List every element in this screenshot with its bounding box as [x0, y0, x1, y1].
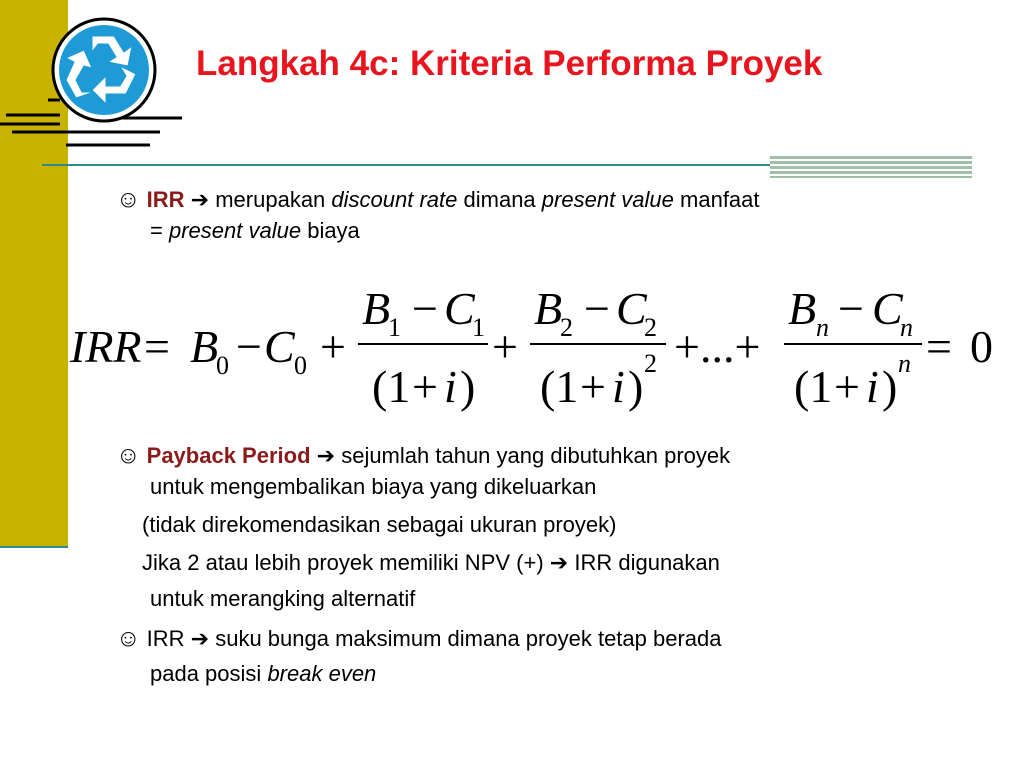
bullet-text: Jika 2 atau lebih proyek memiliki NPV (+) — [142, 550, 544, 575]
bullet-text: biaya — [307, 218, 360, 243]
t2-num-c-sub: 2 — [644, 313, 657, 342]
t1-den-close: ) — [460, 361, 476, 412]
t1-num-c-sub: 1 — [472, 313, 485, 342]
equals-sign: = — [150, 218, 163, 243]
bullet-text: dimana — [463, 187, 536, 212]
t2-num-c: C — [616, 283, 647, 334]
formula-b0-sub: 0 — [216, 351, 229, 380]
payback-note: (tidak direkomendasikan sebagai ukuran proyek) — [142, 512, 617, 537]
tn-num-minus: − — [838, 283, 864, 334]
t2-den-open: (1 — [540, 361, 579, 412]
t2-den-i: i — [612, 361, 625, 412]
t2-num-b-sub: 2 — [560, 313, 573, 342]
smiley-icon: ☺ — [116, 442, 141, 469]
bullet-text: sejumlah tahun yang dibutuhkan proyek — [341, 443, 731, 468]
formula-eq-rhs: = — [926, 321, 952, 372]
bullet-term: IRR — [146, 626, 185, 651]
formula-b0: B — [190, 321, 219, 372]
bullet-text: pada posisi — [150, 661, 262, 686]
smiley-icon: ☺ — [116, 625, 141, 652]
bullet-term: IRR — [146, 187, 185, 212]
bullet-irr — [116, 186, 760, 214]
bullet-italic: present value — [168, 218, 302, 243]
bullet-text: merupakan — [215, 187, 326, 212]
tn-den-i: i — [866, 361, 879, 412]
bullet-text: IRR digunakan — [574, 550, 720, 575]
formula-minus: − — [236, 321, 262, 372]
formula-rhs: 0 — [970, 321, 993, 372]
formula-c0: C — [264, 321, 295, 372]
t2-den-plus: + — [580, 361, 606, 412]
t1-den-open: (1 — [372, 361, 411, 412]
formula-lhs: IRR — [70, 321, 142, 372]
t1-num-b-sub: 1 — [388, 313, 401, 342]
formula-ellipsis: +...+ — [674, 321, 761, 372]
tn-den-close: ) — [882, 361, 898, 412]
bullet-italic: present value — [541, 187, 674, 212]
rule-accent-block — [770, 156, 972, 178]
formula-plus: + — [320, 321, 346, 372]
bullet-payback — [116, 442, 730, 470]
t1-num-minus: − — [412, 283, 438, 334]
bullet-italic: discount rate — [331, 187, 458, 212]
tn-num-b: B — [788, 283, 817, 334]
t1-den-plus: + — [412, 361, 438, 412]
slide-title: Langkah 4c: Kriteria Performa Proyek — [196, 44, 823, 83]
tn-den-exp: n — [898, 349, 911, 378]
arrow-right-icon: ➔ — [549, 550, 569, 575]
tn-num-b-sub: n — [816, 313, 829, 342]
irr-formula — [66, 278, 1006, 418]
tn-den-plus: + — [834, 361, 860, 412]
tn-num-c: C — [872, 283, 903, 334]
t2-den-close: ) — [628, 361, 644, 412]
t2-num-minus: − — [584, 283, 610, 334]
t1-num-c: C — [444, 283, 475, 334]
arrow-right-icon: ➔ — [190, 626, 210, 651]
sidebar-accent-line — [0, 546, 68, 548]
t1-num-b: B — [362, 283, 391, 334]
t1-den-i: i — [444, 361, 457, 412]
npv-paragraph-line2: untuk merangking alternatif — [150, 586, 416, 611]
arrow-right-icon: ➔ — [190, 187, 210, 212]
bullet-payback-line2: untuk mengembalikan biaya yang dikeluarkan — [150, 474, 597, 499]
t2-den-exp: 2 — [644, 349, 657, 378]
bullet-term: Payback Period — [146, 443, 311, 468]
t2-num-b: B — [534, 283, 563, 334]
tn-den-open: (1 — [794, 361, 833, 412]
recycle-logo — [0, 0, 200, 160]
formula-plus-2: + — [492, 321, 518, 372]
tn-num-c-sub: n — [900, 313, 913, 342]
bullet-irr-2-line2 — [150, 660, 376, 688]
smiley-icon: ☺ — [116, 186, 141, 213]
bullet-text: manfaat — [680, 187, 760, 212]
bullet-irr-2 — [116, 625, 722, 653]
bullet-irr-line2 — [150, 217, 360, 245]
formula-eq: = — [144, 321, 170, 372]
bullet-text: suku bunga maksimum dimana proyek tetap berada — [215, 626, 722, 651]
npv-paragraph — [142, 549, 720, 577]
formula-c0-sub: 0 — [294, 351, 307, 380]
arrow-right-icon: ➔ — [316, 443, 336, 468]
bullet-italic: break even — [267, 661, 377, 686]
